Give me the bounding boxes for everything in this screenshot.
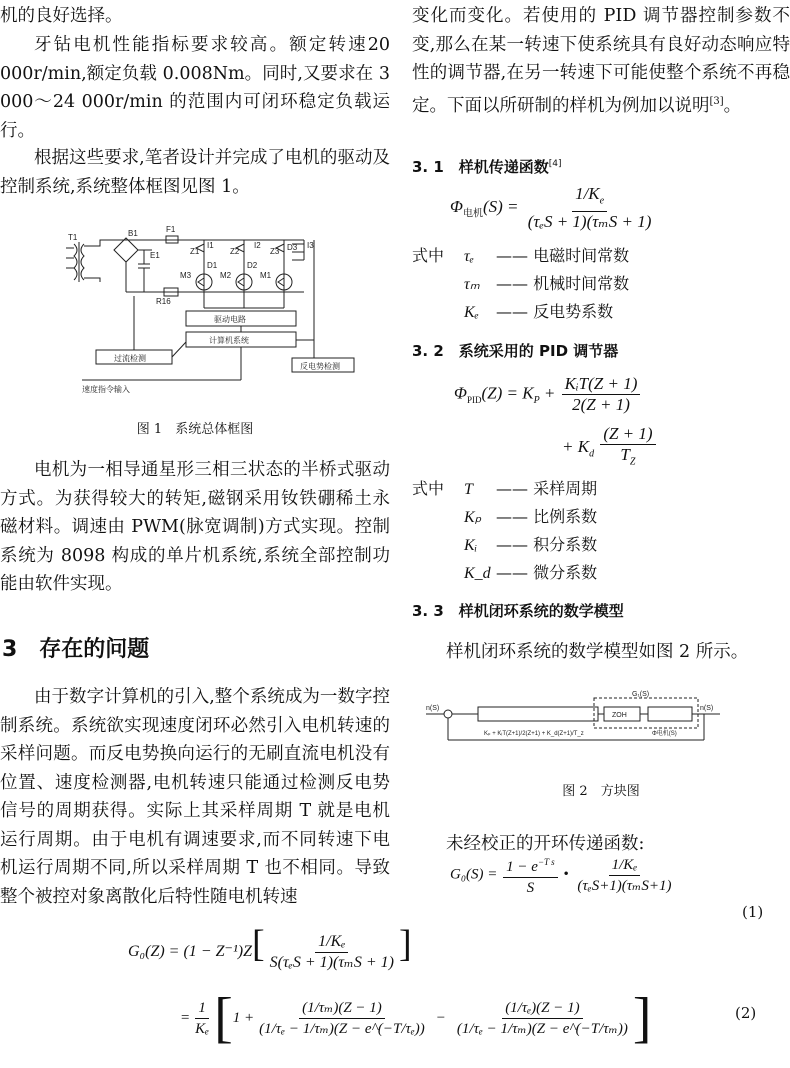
fig1-label-M3: M3: [180, 271, 192, 280]
eq-pid-frac2: [600, 424, 655, 472]
equation-1: [450, 852, 677, 898]
eq-pid-plus: +: [543, 383, 556, 403]
eq1-den2: (τₑS+1)(τₘS+1): [577, 877, 672, 894]
fig1-label-T1: T1: [68, 233, 78, 242]
eq1-num1: 1 − e: [506, 859, 538, 875]
eq2-k-den: Kₑ: [195, 1020, 210, 1037]
eq2-t2-num: (1/τₑ)(Z − 1): [502, 998, 582, 1019]
def1-0-sym: τₑ: [464, 248, 474, 265]
eq2-lhs: G₀(Z) = (1 − Z⁻¹)Z: [128, 943, 252, 960]
eq1-num1-sup: −T s: [537, 857, 555, 867]
eq2-equals: =: [180, 1009, 191, 1026]
subsection-3-1-title: 3. 1 样机传递函数: [412, 158, 549, 176]
paragraph-continued-right-text: 变化而变化。若使用的 PID 调节器控制参数不变,那么在某一转速下使系统具有良好动态响应特性的调节器,在另一转速下可能使整个系统不再稳定。下面以所研制的样机为例加以说明: [412, 6, 790, 116]
eq2-t1-num: (1/τₘ)(Z − 1): [299, 998, 385, 1019]
def1-2-sym: Kₑ: [464, 304, 479, 321]
eq-motor-num-text: 1/K: [575, 184, 600, 203]
eq1-frac2: [574, 855, 674, 896]
section-heading-3: 3 存在的问题: [2, 637, 150, 662]
eq2-inner-den: S(τₑS + 1)(τₘS + 1): [269, 953, 394, 971]
eq-pid-kp-sub: P: [533, 394, 540, 406]
eq-pid-lhs-arg: (Z) = K: [481, 383, 534, 403]
definition-row: [412, 503, 597, 531]
paragraph-problem: 由于数字计算机的引入,整个系统成为一数字控制系统。系统欲实现速度闭环必然引入电机转速的采样问题。而反电势换向运行的无刷直流电机没有位置、速度检测器,电机转速只能通过检测反电势信号的周期获得。实际上其采样周期 T 就是电机运行周期。由于电机有调速要求,而不同转速下电机运行周期不同,所以采样周期 T 也不相同。导致整个被控对象离散化后特性随电机转速: [0, 687, 390, 907]
fig2-plant: Φ电机(S): [652, 731, 677, 737]
equation-pid-line2: [562, 424, 658, 472]
eq1-frac1: [503, 852, 557, 898]
eq-pid-num2: (Z + 1): [600, 424, 655, 445]
fig1-label-Z3: Z3: [270, 247, 280, 256]
paragraph-open-loop: 未经校正的开环传递函数:: [446, 834, 645, 854]
eq2-t2-den: (1/τₑ − 1/τₘ)(Z − e^(−T/τₘ)): [456, 1020, 628, 1037]
eq2-k-frac: [192, 998, 212, 1039]
fig1-label-D1: D1: [207, 261, 218, 270]
definitions-2: [412, 475, 597, 587]
eq1-dot: •: [563, 866, 569, 883]
eq2-inner-frac: [267, 932, 397, 973]
equation-2-number: (2): [735, 1004, 757, 1022]
fig1-block-computer: 计算机系统: [209, 336, 249, 345]
definition-row: [412, 475, 597, 503]
definitions-1: [412, 242, 629, 326]
def1-1-desc: —— 机械时间常数: [496, 274, 630, 293]
definition-row: [412, 559, 597, 587]
eq2-term2: [454, 998, 631, 1039]
eq-motor-lhs: Φ: [450, 197, 463, 217]
fig2-pid: Kₚ + KᵢT(Z+1)/2(Z+1) + K_d(Z+1)/T_z: [484, 731, 584, 737]
fig1-speed-input: 速度指令输入: [82, 385, 130, 394]
eq1-lhs: G₀(S) =: [450, 866, 498, 883]
eq2-close-bracket: ]: [399, 923, 412, 965]
paragraph-model: 样机闭环系统的数学模型如图 2 所示。: [446, 642, 749, 662]
figure-2-block-diagram: [424, 690, 724, 750]
def2-0-desc: —— 采样周期: [496, 479, 598, 498]
definition-row: [412, 242, 629, 270]
fig2-g1: G₁(S): [632, 691, 650, 698]
fig1-block-drive: 驱动电路: [214, 315, 246, 324]
eq-motor-fraction: [525, 184, 655, 232]
paragraph-requirements: 牙钻电机性能指标要求较高。额定转速20 000r/min,额定负载 0.008Nm。同时,又要求在 3 000～24 000r/min 的范围内可闭环稳定负载运行。: [0, 35, 390, 141]
def2-2-sym: Kᵢ: [464, 537, 478, 554]
fig2-input: n(S): [426, 705, 440, 712]
eq-motor-num-sub: e: [599, 195, 605, 207]
fig1-label-F1: F1: [166, 225, 176, 234]
fig1-label-M2: M2: [220, 271, 232, 280]
fig2-zoh: ZOH: [612, 712, 627, 719]
eq-pid-den1: 2(Z + 1): [572, 395, 630, 414]
equation-2-line2: [180, 987, 652, 1049]
def2-1-sym: Kₚ: [464, 509, 482, 526]
def2-0-sym: T: [464, 481, 473, 498]
paragraph-motor: 电机为一相导通星形三相三状态的半桥式驱动方式。为获得较大的转矩,磁钢采用钕铁硼稀土永磁材料。调速由 PWM(脉宽调制)方式实现。控制系统为 8098 构成的单片机系统,系统全部控制功能由软件实现。: [0, 460, 390, 594]
eq-motor-lhs-sub: 电机: [462, 208, 483, 220]
eq-motor-lhs-arg: (S) =: [482, 197, 519, 217]
fig1-label-B1: B1: [128, 229, 138, 238]
fig2-output: n(S): [700, 705, 714, 712]
eq2-inner-num: 1/Kₑ: [315, 932, 348, 953]
fig1-label-I3: I3: [307, 241, 314, 250]
fig1-label-M1: M1: [260, 271, 272, 280]
paragraph-continued-right: [412, 2, 790, 120]
equation-1-number: (1): [742, 903, 764, 921]
subsection-3-2: 3. 2 系统采用的 PID 调节器: [412, 342, 619, 360]
eq2-open-bracket: [: [251, 923, 265, 965]
definition-row: [412, 298, 629, 326]
def1-0-desc: —— 电磁时间常数: [496, 246, 630, 265]
eq2-term1: [256, 998, 428, 1039]
citation-4: [4]: [548, 159, 562, 169]
eq2-minus: −: [435, 1009, 446, 1026]
eq-pid-num1: KᵢT(Z + 1): [562, 374, 641, 395]
eq-motor-denominator: (τₑS + 1)(τₘS + 1): [527, 212, 652, 232]
def2-3-desc: —— 微分系数: [496, 563, 598, 582]
figure-1-system-diagram: [64, 220, 364, 405]
paragraph-continued-right-end: 。: [723, 95, 742, 116]
eq2-k-num: 1: [195, 998, 209, 1019]
def2-1-desc: —— 比例系数: [496, 507, 598, 526]
fig1-label-I1: I1: [207, 241, 214, 250]
where-label-1: 式中: [412, 246, 445, 265]
eq2-one-plus: 1 +: [232, 1009, 255, 1026]
eq-pid-kd-sub: d: [589, 448, 595, 460]
eq-motor-numerator: [572, 184, 607, 212]
eq-pid-den2: T: [620, 445, 630, 464]
fig1-block-backemf: 反电势检测: [300, 362, 340, 371]
figure-2-caption: 图 2 方块图: [562, 784, 640, 799]
fig1-block-overcurrent: 过流检测: [114, 354, 146, 363]
equation-2-line1: [128, 925, 412, 973]
def2-3-sym: K_d: [464, 565, 491, 582]
definition-row: [412, 270, 629, 298]
definition-row: [412, 531, 597, 559]
eq2-t1-den: (1/τₑ − 1/τₘ)(Z − e^(−T/τₑ)): [259, 1020, 425, 1037]
eq-pid-lhs: Φ: [454, 383, 467, 403]
fig1-label-I2: I2: [254, 241, 261, 250]
citation-3: [3]: [709, 95, 724, 107]
eq-pid-frac1: [562, 374, 641, 415]
def2-2-desc: —— 积分系数: [496, 535, 598, 554]
eq1-num2: 1/Kₑ: [609, 855, 641, 876]
fig1-label-Z1: Z1: [190, 247, 200, 256]
fig1-label-D3: D3: [287, 243, 298, 252]
paragraph-continued: 机的良好选择。: [0, 6, 123, 26]
equation-pid: [454, 374, 642, 415]
fig1-label-Z2: Z2: [230, 247, 240, 256]
eq-pid-den2-wrap: [617, 445, 638, 472]
eq-pid-plus2: + K: [562, 437, 590, 457]
eq2-big-close: ]: [632, 987, 652, 1049]
eq-pid-lhs-sub: PID: [466, 394, 482, 405]
equation-motor-transfer: [450, 184, 656, 232]
subsection-3-1: [412, 156, 562, 177]
eq-pid-den2-sub: Z: [629, 456, 636, 468]
eq2-big-open: [: [214, 987, 233, 1049]
fig1-label-R16: R16: [156, 297, 171, 306]
eq1-num1-wrap: [503, 852, 557, 878]
def1-2-desc: —— 反电势系数: [496, 302, 614, 321]
fig1-label-D2: D2: [247, 261, 258, 270]
eq1-den1: S: [526, 880, 535, 896]
fig1-label-E1: E1: [150, 251, 160, 260]
subsection-3-3: 3. 3 样机闭环系统的数学模型: [412, 602, 624, 620]
paragraph-design: 根据这些要求,笔者设计并完成了电机的驱动及控制系统,系统整体框图见图 1。: [0, 148, 390, 197]
where-label-2: 式中: [412, 479, 445, 498]
def1-1-sym: τₘ: [464, 276, 480, 293]
figure-1-caption: 图 1 系统总体框图: [136, 422, 254, 437]
